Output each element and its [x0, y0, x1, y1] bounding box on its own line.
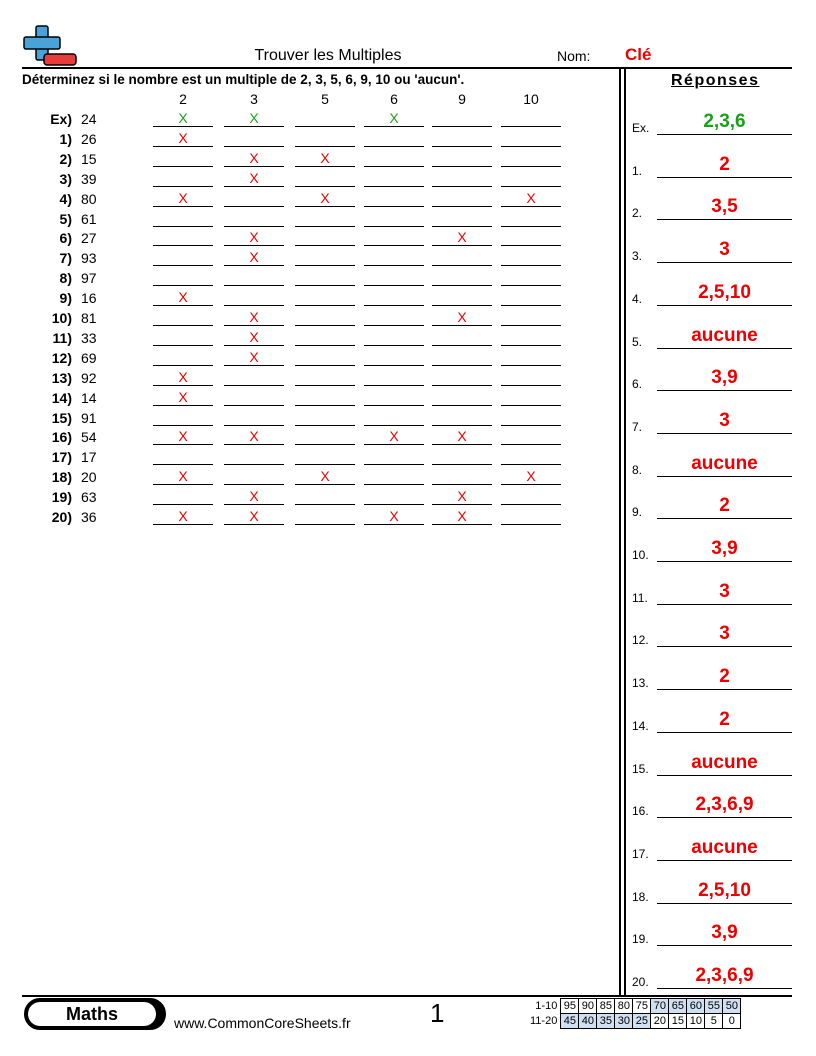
answer-blank: X: [224, 348, 284, 366]
answer-blank: [432, 189, 492, 207]
answer-blank: [295, 388, 355, 406]
answer-blank: X: [432, 308, 492, 326]
score-cell: 15: [669, 1014, 687, 1029]
answer-blank: X: [224, 109, 284, 127]
score-cell: 60: [687, 999, 705, 1014]
question-label: 6): [59, 230, 72, 247]
name-label: Nom:: [557, 48, 591, 64]
question-number: 81: [81, 310, 97, 326]
answer-value: aucune: [657, 325, 792, 349]
answer-label: 19.: [632, 932, 649, 947]
score-cell: 75: [633, 999, 651, 1014]
question-number: 80: [81, 190, 97, 207]
answer-blank: [501, 169, 561, 187]
answer-blank: [432, 268, 492, 286]
answer-blank: X: [224, 228, 284, 246]
question-number: 15: [81, 150, 97, 167]
answer-blank: [295, 447, 355, 465]
plus-minus-logo-icon: [22, 24, 78, 68]
question-label: 8): [59, 270, 72, 287]
answer-label: 3.: [632, 249, 643, 264]
score-cell: 5: [705, 1014, 723, 1029]
column-divider: [619, 67, 626, 995]
answer-label: 6.: [632, 377, 643, 392]
answer-blank: X: [295, 149, 355, 167]
answer-blank: [501, 228, 561, 246]
subject-badge-label: Maths: [28, 1002, 156, 1026]
question-label: 20): [51, 509, 72, 525]
score-cell: 25: [633, 1014, 651, 1029]
answer-blank: [432, 328, 492, 346]
answer-blank: [364, 248, 424, 266]
column-header: 3: [250, 91, 258, 107]
subject-badge: [24, 998, 166, 1030]
score-row-label: 11-20: [530, 1015, 558, 1027]
answer-blank: [364, 149, 424, 167]
question-label: 18): [51, 469, 72, 486]
answer-blank: [224, 388, 284, 406]
answer-label: 1.: [632, 163, 643, 178]
answer-blank: [224, 467, 284, 485]
question-number: 20: [81, 469, 97, 486]
question-label: Ex): [50, 111, 72, 127]
answer-blank: X: [153, 507, 213, 525]
question-label: 10): [51, 310, 72, 326]
answer-blank: [432, 109, 492, 127]
answer-blank: [153, 348, 213, 366]
answer-value: aucune: [657, 837, 792, 861]
answer-blank: X: [153, 189, 213, 207]
answer-blank: X: [432, 487, 492, 505]
answer-blank: [432, 408, 492, 426]
answer-blank: [432, 209, 492, 227]
answer-blank: [501, 507, 561, 525]
answer-blank: [153, 308, 213, 326]
answer-blank: X: [153, 129, 213, 147]
answer-blank: X: [224, 328, 284, 346]
answer-blank: [295, 109, 355, 127]
question-label: 9): [59, 290, 72, 307]
answer-blank: [295, 328, 355, 346]
answer-blank: X: [224, 487, 284, 505]
answer-blank: [295, 209, 355, 227]
answer-blank: [432, 248, 492, 266]
score-cell: 0: [723, 1014, 741, 1029]
answer-blank: X: [224, 149, 284, 167]
question-label: 1): [59, 130, 72, 147]
answer-blank: [295, 248, 355, 266]
answer-blank: [501, 308, 561, 326]
answer-blank: [364, 268, 424, 286]
answer-blank: [501, 248, 561, 266]
answer-blank: [153, 209, 213, 227]
answer-blank: [224, 209, 284, 227]
question-number: 36: [81, 509, 97, 525]
answer-blank: X: [224, 507, 284, 525]
question-number: 92: [81, 369, 97, 386]
answer-label: 10.: [632, 548, 649, 562]
answer-blank: [153, 487, 213, 505]
answer-label: 11.: [632, 590, 648, 605]
answer-label: 8.: [632, 462, 643, 477]
answer-blank: X: [153, 288, 213, 306]
question-number: 17: [81, 449, 97, 466]
answer-label: 7.: [632, 419, 643, 434]
answer-blank: X: [295, 467, 355, 485]
answer-label: 9.: [632, 505, 643, 520]
question-label: 11): [52, 329, 72, 346]
answer-blank: X: [364, 109, 424, 127]
answer-label: 4.: [632, 291, 643, 306]
answer-label: 16.: [632, 804, 649, 819]
answer-value: 2,5,10: [657, 880, 792, 904]
answer-blank: X: [153, 427, 213, 445]
answer-blank: [364, 467, 424, 485]
answer-blank: [295, 169, 355, 187]
answer-blank: [501, 487, 561, 505]
answer-blank: [364, 328, 424, 346]
answer-blank: X: [432, 427, 492, 445]
answer-value: 2: [657, 495, 792, 519]
score-cell: 30: [615, 1014, 633, 1029]
question-label: 17): [51, 449, 72, 466]
answer-blank: [364, 228, 424, 246]
answer-label: 17.: [632, 846, 649, 861]
column-header: 6: [390, 91, 398, 107]
answer-label: 20.: [632, 975, 649, 989]
column-header: 9: [458, 91, 466, 107]
answer-blank: [364, 169, 424, 187]
answer-blank: [501, 427, 561, 445]
answer-blank: [295, 288, 355, 306]
answer-blank: [364, 348, 424, 366]
question-number: 69: [81, 349, 97, 366]
answer-blank: [501, 109, 561, 127]
score-cell: 10: [687, 1014, 705, 1029]
answer-value: 3: [657, 623, 792, 647]
answer-label: 13.: [632, 676, 649, 691]
answer-blank: X: [364, 507, 424, 525]
question-number: 27: [81, 230, 97, 247]
answer-value: 2: [657, 154, 792, 178]
answer-blank: X: [153, 467, 213, 485]
answer-blank: [224, 268, 284, 286]
answer-blank: [501, 149, 561, 167]
answer-label: 12.: [632, 633, 649, 648]
answer-blank: X: [295, 189, 355, 207]
answer-blank: [432, 368, 492, 386]
score-row: [528, 1014, 741, 1029]
answer-blank: [432, 149, 492, 167]
answer-blank: [224, 288, 284, 306]
answers-title: Réponses: [671, 72, 760, 89]
answer-blank: [501, 328, 561, 346]
answer-blank: [432, 348, 492, 366]
question-label: 4): [59, 190, 72, 207]
answer-blank: [153, 228, 213, 246]
answer-label: 15.: [632, 761, 649, 776]
website-url: www.CommonCoreSheets.fr: [174, 1015, 351, 1031]
score-cell: 50: [723, 999, 741, 1014]
score-row-label: 1-10: [535, 1000, 558, 1012]
answer-value: aucune: [657, 752, 792, 776]
answer-blank: [432, 129, 492, 147]
score-cell: 55: [705, 999, 723, 1014]
answer-blank: [295, 348, 355, 366]
answer-blank: [295, 487, 355, 505]
answer-blank: [501, 129, 561, 147]
question-label: 16): [51, 429, 72, 446]
score-cell: 85: [597, 999, 615, 1014]
answer-blank: [224, 368, 284, 386]
column-header: 2: [179, 91, 187, 107]
answer-blank: X: [224, 427, 284, 445]
score-cell: 40: [579, 1014, 597, 1029]
answer-blank: [364, 388, 424, 406]
answer-blank: X: [153, 368, 213, 386]
answer-blank: [295, 408, 355, 426]
answer-blank: [432, 467, 492, 485]
answer-label: 2.: [632, 206, 643, 221]
score-cell: 80: [615, 999, 633, 1014]
question-number: 26: [81, 130, 97, 147]
page-number: 1: [430, 998, 445, 1028]
answer-blank: X: [432, 228, 492, 246]
question-label: 15): [51, 409, 72, 426]
answer-blank: [224, 129, 284, 147]
answer-value: 3,9: [657, 538, 792, 562]
answer-blank: [432, 169, 492, 187]
answer-value: 3: [657, 410, 792, 434]
answer-blank: [501, 288, 561, 306]
score-row: [528, 999, 741, 1014]
score-cell: 95: [561, 999, 579, 1014]
question-number: 54: [81, 429, 97, 446]
score-cell: 70: [651, 999, 669, 1014]
answer-blank: [224, 189, 284, 207]
answer-blank: X: [224, 169, 284, 187]
question-number: 16: [81, 290, 97, 307]
answer-blank: [501, 268, 561, 286]
answer-value: 3,9: [657, 922, 792, 946]
answer-blank: [364, 408, 424, 426]
answer-value: 3,9: [657, 367, 792, 391]
answer-blank: [501, 368, 561, 386]
question-number: 97: [81, 270, 97, 287]
instructions: Déterminez si le nombre est un multiple de 2, 3, 5, 6, 9, 10 ou 'aucun'.: [22, 72, 465, 87]
answer-blank: [501, 408, 561, 426]
answer-blank: [364, 129, 424, 147]
question-label: 3): [59, 170, 72, 187]
answer-blank: [295, 368, 355, 386]
answer-blank: [501, 388, 561, 406]
answer-blank: [224, 447, 284, 465]
answer-value: 3,5: [657, 196, 792, 220]
answer-label: 14.: [632, 718, 649, 733]
answer-value: 2: [657, 666, 792, 690]
answer-label: 18.: [632, 889, 649, 904]
answer-blank: [501, 348, 561, 366]
answer-blank: X: [501, 189, 561, 207]
score-cell: 45: [561, 1014, 579, 1029]
answer-blank: [295, 228, 355, 246]
answer-value: 2,3,6,9: [657, 794, 792, 818]
answer-blank: [295, 129, 355, 147]
question-number: 91: [81, 409, 97, 426]
answer-blank: [153, 408, 213, 426]
score-cell: 90: [579, 999, 597, 1014]
answer-blank: X: [153, 388, 213, 406]
answer-value: 2,5,10: [657, 282, 792, 306]
answer-blank: [153, 248, 213, 266]
answer-blank: X: [224, 248, 284, 266]
question-label: 5): [59, 210, 72, 227]
column-header: 5: [321, 91, 329, 107]
answer-blank: [295, 268, 355, 286]
answer-blank: X: [153, 109, 213, 127]
question-number: 33: [81, 329, 97, 346]
question-number: 93: [81, 250, 97, 267]
answer-blank: [432, 288, 492, 306]
question-label: 7): [59, 250, 72, 267]
header-rule: [22, 67, 792, 69]
answer-blank: [295, 507, 355, 525]
answer-blank: [153, 328, 213, 346]
answer-blank: [432, 447, 492, 465]
answer-value: 2,3,6,9: [657, 965, 792, 989]
question-label: 2): [59, 150, 72, 167]
answer-blank: [295, 308, 355, 326]
score-cell: 35: [597, 1014, 615, 1029]
answer-blank: [432, 388, 492, 406]
name-value: Clé: [625, 45, 652, 64]
score-cell: 20: [651, 1014, 669, 1029]
answer-blank: [501, 209, 561, 227]
answer-blank: [153, 447, 213, 465]
answer-blank: [153, 149, 213, 167]
answer-blank: [501, 447, 561, 465]
answer-blank: [295, 427, 355, 445]
page-title: Trouver les Multiples: [254, 47, 402, 64]
question-number: 63: [81, 489, 97, 506]
answer-blank: [364, 308, 424, 326]
answer-label: 5.: [632, 334, 643, 349]
question-label: 12): [51, 349, 72, 366]
answer-blank: [364, 189, 424, 207]
answer-blank: [153, 169, 213, 187]
score-cell: 65: [669, 999, 687, 1014]
question-number: 24: [81, 111, 97, 127]
answer-blank: [364, 447, 424, 465]
question-label: 13): [51, 369, 72, 386]
answer-label: Ex.: [632, 121, 650, 135]
question-number: 61: [81, 210, 97, 227]
answer-value: 2,3,6: [657, 111, 792, 135]
question-number: 14: [81, 389, 97, 406]
question-label: 14): [51, 389, 72, 406]
answer-blank: [364, 209, 424, 227]
answer-blank: [364, 487, 424, 505]
answer-blank: [224, 408, 284, 426]
question-label: 19): [51, 489, 72, 506]
answer-blank: X: [432, 507, 492, 525]
answer-value: aucune: [657, 453, 792, 477]
answer-blank: X: [501, 467, 561, 485]
score-table: [528, 998, 741, 1029]
column-header: 10: [523, 91, 539, 107]
answer-blank: X: [224, 308, 284, 326]
answer-blank: [364, 288, 424, 306]
answer-blank: [364, 368, 424, 386]
answer-blank: X: [364, 427, 424, 445]
answer-value: 3: [657, 581, 792, 605]
answer-blank: [153, 268, 213, 286]
answer-value: 3: [657, 239, 792, 263]
answer-value: 2: [657, 709, 792, 733]
question-number: 39: [81, 170, 97, 187]
footer-rule: [22, 995, 792, 997]
